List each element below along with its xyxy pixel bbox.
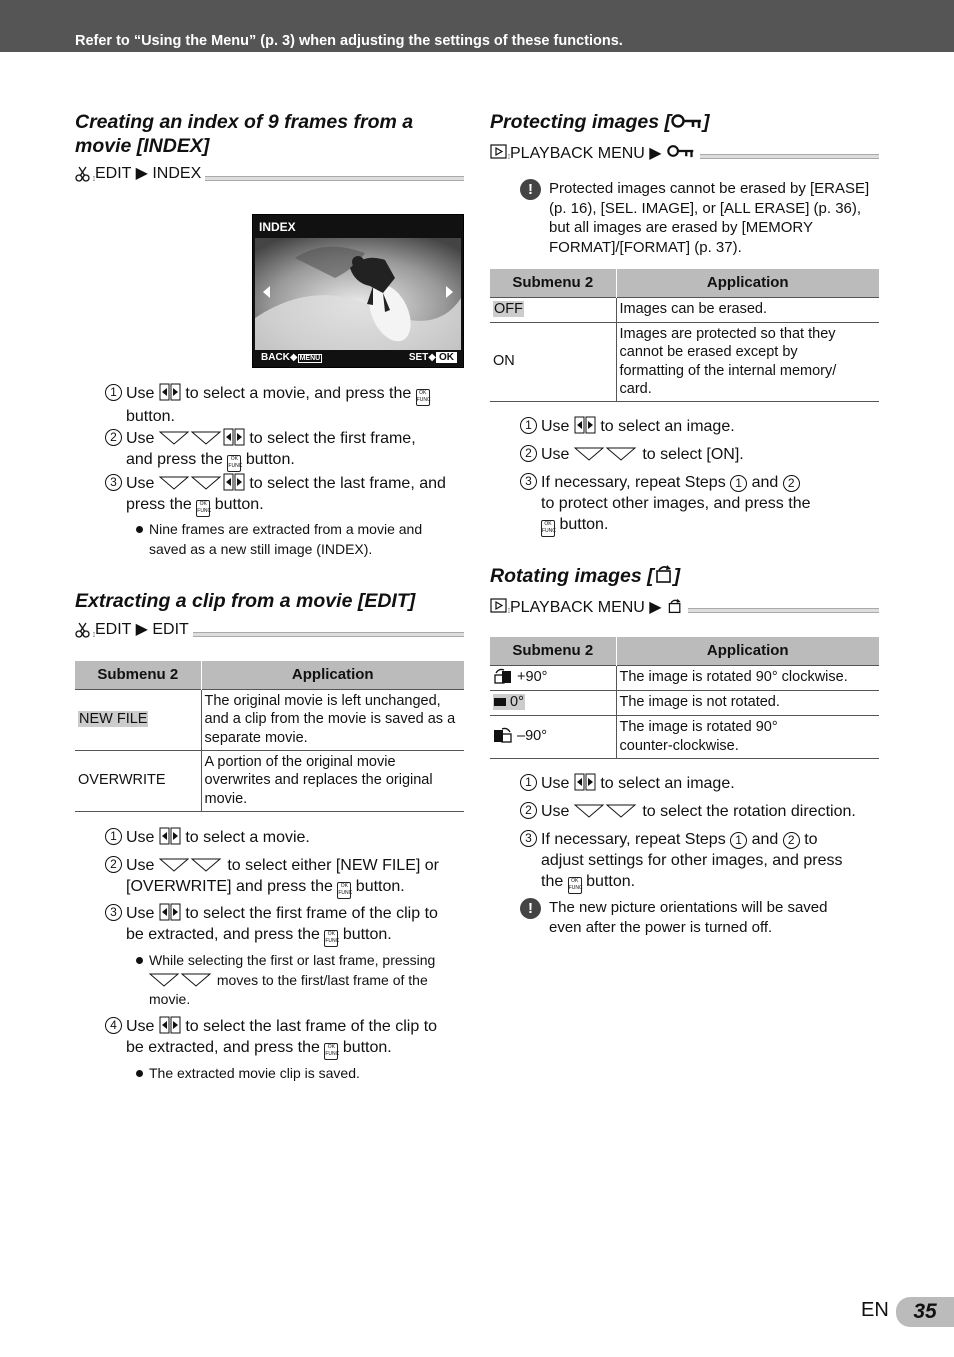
ok-func-button-icon: OK FUNC <box>227 455 241 472</box>
playback-icon <box>490 598 508 614</box>
landscape-icon <box>494 697 506 707</box>
page-number: 35 <box>896 1297 954 1327</box>
ok-func-button-icon: OK FUNC <box>337 882 351 899</box>
rotate-icon <box>666 598 684 614</box>
table-header: Submenu 2 <box>490 269 616 297</box>
edit-scissors-icon <box>75 166 93 182</box>
table-cell: OFF <box>494 301 523 318</box>
table-header-row <box>490 269 879 297</box>
key-protect-icon <box>671 113 703 129</box>
ok-func-button-icon: OK FUNC <box>541 520 555 537</box>
table-cell: OVERWRITE <box>75 750 201 811</box>
up-down-arrow-keys-icon <box>159 858 223 872</box>
table-cell: –90° <box>517 728 548 745</box>
protect-submenu-table <box>490 269 879 402</box>
table-header: Application <box>616 269 879 297</box>
table-row <box>490 690 879 715</box>
protect-menu-path-text: PLAYBACK MENU ▶ <box>510 144 700 162</box>
left-right-arrow-keys-icon <box>159 903 181 921</box>
edit-menu-path-text: EDIT ▶ EDIT <box>95 622 193 638</box>
rotate-menu-path-text: PLAYBACK MENU ▶ <box>510 598 688 616</box>
camera-screen-preview <box>252 214 464 368</box>
table-cell: The original movie is left unchanged, and a clip from the movie is saved as a separate movie. <box>201 689 464 750</box>
up-down-arrow-keys-icon <box>574 447 638 461</box>
page-header-bar <box>0 0 954 52</box>
table-header: Application <box>201 661 464 689</box>
table-cell: The image is rotated 90° counter-clockwise. <box>616 715 879 758</box>
table-header: Submenu 2 <box>75 661 201 689</box>
table-cell: NEW FILE <box>79 711 148 728</box>
caution-icon: ! <box>520 898 541 919</box>
rotate-cw-icon <box>493 668 513 684</box>
key-protect-icon <box>666 144 696 158</box>
table-row <box>75 689 464 750</box>
table-row <box>490 665 879 690</box>
ok-func-button-icon: OK FUNC <box>324 1043 338 1060</box>
table-cell: A portion of the original movie overwrites and replaces the original movie. <box>201 750 464 811</box>
left-right-arrow-keys-icon <box>159 383 181 401</box>
table-row <box>490 715 879 758</box>
left-right-arrow-keys-icon <box>223 428 245 446</box>
surfer-photo <box>255 238 461 350</box>
left-right-arrow-keys-icon <box>223 473 245 491</box>
ok-func-button-icon: OK FUNC <box>416 389 430 406</box>
screen-set-label: SET◆ OK <box>409 352 457 363</box>
ok-func-button-icon: OK FUNC <box>196 500 210 517</box>
up-down-arrow-keys-icon <box>149 973 213 987</box>
up-down-arrow-keys-icon <box>159 476 223 490</box>
left-right-arrow-keys-icon <box>159 827 181 845</box>
left-right-arrow-keys-icon <box>574 773 596 791</box>
up-down-arrow-keys-icon <box>159 431 223 445</box>
rotate-ccw-icon <box>493 727 513 743</box>
rotate-menu-path <box>490 598 879 614</box>
left-right-arrow-keys-icon <box>574 416 596 434</box>
ok-func-button-icon: OK FUNC <box>324 930 338 947</box>
language-label: EN <box>861 1299 889 1321</box>
rotate-section-title: Rotating images [ ] <box>490 565 681 587</box>
table-cell: Images can be erased. <box>616 297 879 322</box>
table-cell: The image is not rotated. <box>616 690 879 715</box>
protect-menu-path <box>490 144 879 160</box>
table-cell: 0° <box>510 694 524 711</box>
rotate-icon <box>654 564 674 584</box>
up-down-arrow-keys-icon <box>574 804 638 818</box>
playback-icon <box>490 144 508 160</box>
table-cell: +90° <box>517 669 548 686</box>
table-row <box>490 322 879 401</box>
table-row <box>75 750 464 811</box>
caution-icon: ! <box>520 179 541 200</box>
table-cell: Images are protected so that they cannot be erased except by formatting of the internal memory/ card. <box>616 322 879 401</box>
table-header-row <box>75 661 464 689</box>
table-header: Submenu 2 <box>490 637 616 665</box>
page-header-text: Refer to “Using the Menu” (p. 3) when adjusting the settings of these functions. <box>75 33 623 49</box>
edit-section-title: Extracting a clip from a movie [EDIT] <box>75 590 416 612</box>
table-cell: ON <box>490 322 616 401</box>
edit-menu-path <box>75 622 464 638</box>
table-header: Application <box>616 637 879 665</box>
index-section-title: Creating an index of 9 frames from a movie [INDEX] <box>75 111 414 157</box>
screen-back-label: BACK◆ MENU <box>261 352 321 363</box>
protect-section-title: Protecting images [ ] <box>490 111 710 133</box>
ok-func-button-icon: OK FUNC <box>568 877 582 894</box>
screen-title: INDEX <box>259 220 296 234</box>
index-menu-path <box>75 166 464 182</box>
table-header-row <box>490 637 879 665</box>
edit-submenu-table <box>75 661 464 812</box>
table-cell: The image is rotated 90° clockwise. <box>616 665 879 690</box>
edit-scissors-icon <box>75 622 93 638</box>
left-right-arrow-keys-icon <box>159 1016 181 1034</box>
table-row <box>490 297 879 322</box>
index-menu-path-text: EDIT ▶ INDEX <box>95 166 205 182</box>
rotate-submenu-table <box>490 637 879 759</box>
